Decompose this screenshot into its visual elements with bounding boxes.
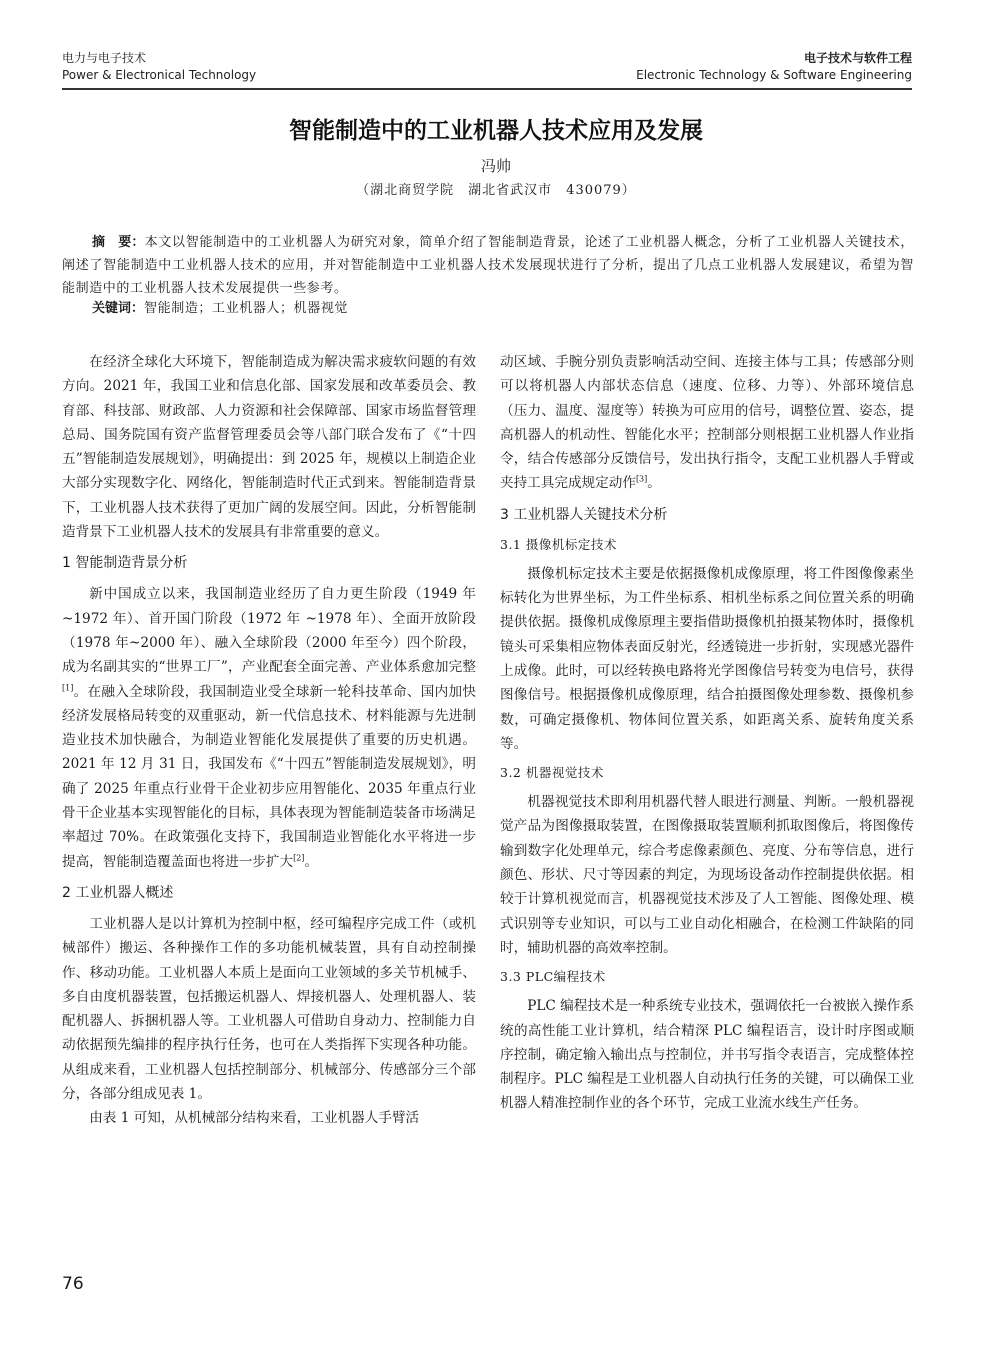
journal-name-cn: 电力与电子技术 <box>62 51 147 65</box>
abstract-label: 摘 要： <box>92 235 145 250</box>
section-3-heading: 3 工业机器人关键技术分析 <box>500 506 668 523</box>
abstract <box>62 231 914 300</box>
continued-text: 动区域、手腕分别负责影响活动空间、连接主体与工具；传感部分则可以将机器人内部状态信息（速度、位移、力等）、外部环境信息（压力、温度、湿度等）转换为可应用的信号，调整位置、姿态，提高机器人的机动性、智能化水平；控制部分则根据工业机器人作业指令，结合传感部分反馈信号，发出执行指令，支配工业机器人手臂或夹持工具完成规定动作 <box>500 354 914 492</box>
keywords-text: 智能制造；工业机器人；机器视觉 <box>144 301 349 316</box>
page-number: 76 <box>62 1274 84 1294</box>
citation-1: [1] <box>62 683 74 693</box>
author: 冯帅 <box>480 157 511 175</box>
section-1-paragraph <box>62 582 476 874</box>
citation-3: [3] <box>635 474 648 484</box>
citation-2: [2] <box>293 853 305 863</box>
paper-title: 智能制造中的工业机器人技术应用及发展 <box>289 118 703 144</box>
intro-paragraph: 在经济全球化大环境下，智能制造成为解决需求疲软问题的有效方向。2021 年，我国工业和信息化部、国家发展和改革委员会、教育部、科技部、财政部、人力资源和社会保障部、国家市场监督管理总局、国务院国有资产监督管理委员会等八部门联合发布了《“十四五”智能制造发展规划》，明确提出：到 2025 年，规模以上制造企业大部分实现数字化、网络化，智能制造时代正式到来。智能制造背景下，工业机器人技术获得了更加广阔的发展空间。因此，分析智能制造背景下工业机器人技术的发展具有非常重要的意义。 <box>62 354 476 541</box>
section-3-3-heading: 3.3 PLC编程技术 <box>500 969 606 985</box>
section-3-1-paragraph: 摄像机标定技术主要是依据摄像机成像原理，将工件图像像素坐标转化为世界坐标，为工件坐标系、相机坐标系之间位置关系的明确提供依据。摄像机成像原理主要指借助摄像机拍摄某物体时，摄像机镜头可采集相应物体表面反射光，经透镜进一步折射，实现感光器件上成像。此时，可以经转换电路将光学图像信号转变为电信号，获得图像信号。根据摄像机成像原理，结合拍摄图像处理参数、摄像机参数，可确定摄像机、物体间位置关系，如距离关系、旋转角度关系等。 <box>500 565 914 752</box>
section-1-end: 。 <box>304 853 319 870</box>
section-3-3-paragraph: PLC 编程技术是一种系统专业技术，强调依托一台被嵌入操作系统的高性能工业计算机，结合精深 PLC 编程语言，设计时序图或顺序控制，确定输入输出点与控制位，并书写指令表语言，完成整体控制程序。PLC 编程是工业机器人自动执行任务的关键，可以确保工业机器人精准控制作业的各个环节，完成工业流水线生产任务。 <box>500 998 914 1112</box>
section-2-paragraph-1: 工业机器人是以计算机为控制中枢，经可编程序完成工件（或机械部件）搬运、各种操作工作的多功能机械装置，具有自动控制操作、移动功能。工业机器人本质上是面向工业领域的多关节机械手、多自由度机器装置，包括搬运机器人、焊接机器人、处理机器人、装配机器人、拆捆机器人等。工业机器人可借助自身动力、控制能力自动依据预先编排的程序执行任务，也可在人类指挥下实现各种功能。从组成来看，工业机器人包括控制部分、机械部分、传感部分三个部分，各部分组成见表 1。 <box>62 915 476 1103</box>
section-3-1-heading: 3.1 摄像机标定技术 <box>500 536 617 552</box>
column-name-cn: 电子技术与软件工程 <box>803 51 912 65</box>
journal-name-en: Power & Electronical Technology <box>62 68 257 82</box>
column-name-en: Electronic Technology & Software Engineering <box>636 68 912 82</box>
section-1-text-b: 。在融入全球阶段，我国制造业受全球新一轮科技革命、国内加快经济发展格局转变的双重驱动，新一代信息技术、材料能源与先进制造业技术加快融合，为制造业智能化发展提供了重要的历史机遇。2021 年 12 月 31 日，我国发布《“十四五”智能制造发展规划》，明确了 2025 年重点行业骨干企业初步应用智能化、2035 年重点行业骨干企业基本实现智能化的目标，具体表现为智能制造装备市场满足率超过 70%。在政策强化支持下，我国制造业智能化水平将进一步提高，智能制造覆盖面也将进一步扩大 <box>62 683 476 870</box>
left-column <box>62 350 476 1131</box>
continued-end: 。 <box>647 475 661 492</box>
right-column <box>500 350 914 1116</box>
section-3-2-heading: 3.2 机器视觉技术 <box>500 765 604 781</box>
journal-header-left <box>62 50 256 84</box>
section-1-heading: 1 智能制造背景分析 <box>62 555 188 572</box>
section-1-text-a: 新中国成立以来，我国制造业经历了自力更生阶段（1949 年 ~1972 年）、首开国门阶段（1972 年 ~1978 年）、全面开放阶段（1978 年~2000 年）、融入全球阶段（2000 年至今）四个阶段，成为名副其实的“世界工厂”，产业配套全面完善、产业体系愈加完整 <box>62 586 476 676</box>
keywords <box>62 299 914 319</box>
header-rule <box>62 88 912 90</box>
section-2-heading: 2 工业机器人概述 <box>62 884 174 901</box>
abstract-text: 本文以智能制造中的工业机器人为研究对象，简单介绍了智能制造背景，论述了工业机器人概念，分析了工业机器人关键技术，阐述了智能制造中工业机器人技术的应用，并对智能制造中工业机器人技术发展现状进行了分析，提出了几点工业机器人发展建议，希望为智能制造中的工业机器人技术发展提供一些参考。 <box>62 235 914 296</box>
section-3-2-paragraph: 机器视觉技术即利用机器代替人眼进行测量、判断。一般机器视觉产品为图像摄取装置，在图像摄取装置顺利抓取图像后，将图像传输到数字化处理单元，综合考虑像素颜色、亮度、分布等信息，进行颜色、形状、尺寸等因素的判定，为现场设备动作控制提供依据。相较于计算机视觉而言，机器视觉技术涉及了人工智能、图像处理、模式识别等专业知识，可以与工业自动化相融合，在检测工件缺陷的同时，辅助机器的高效率控制。 <box>500 794 914 956</box>
section-2-paragraph-2: 由表 1 可知，从机械部分结构来看，工业机器人手臂活 <box>89 1110 420 1127</box>
affiliation: （湖北商贸学院 湖北省武汉市 430079） <box>356 183 636 198</box>
continued-paragraph <box>500 350 914 496</box>
journal-header-right <box>636 50 912 84</box>
keywords-label: 关键词： <box>92 301 145 316</box>
